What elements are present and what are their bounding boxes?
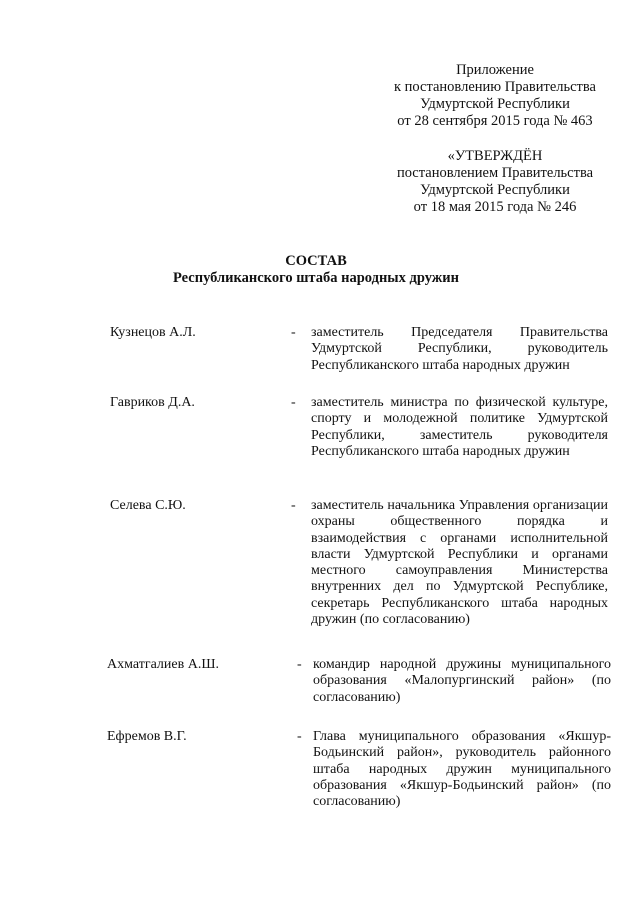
document-title-block [0, 253, 640, 287]
appendix-header [345, 62, 640, 130]
member-dash: - [297, 657, 302, 672]
member-name: Ахматгалиев А.Ш. [107, 657, 219, 672]
member-name: Ефремов В.Г. [107, 729, 187, 744]
member-role: заместитель начальника Управления организации охраны общественного порядка и взаимодействия с органами исполнительной власти Удмуртской Республики и органами местного самоуправления Министерства внутренних дел по Удмуртской Республике, секретарь Республиканского штаба народных дружин (по согласованию) [311, 498, 608, 628]
member-name: Гавриков Д.А. [110, 395, 195, 410]
appendix-line-3: Удмуртской Республики [420, 96, 570, 112]
member-dash: - [291, 325, 296, 340]
appendix-line-2: к постановлению Правительства [394, 79, 596, 95]
member-name: Селева С.Ю. [110, 498, 186, 513]
member-name: Кузнецов А.Л. [110, 325, 196, 340]
member-role: Глава муниципального образования «Якшур-Бодьинский район», руководитель районного штаба народных дружин муниципального образования «Якшур-Бодьинский район» (по согласованию) [313, 729, 611, 810]
approved-line-3: Удмуртской Республики [420, 182, 570, 198]
approved-header [345, 148, 640, 216]
document-title: СОСТАВ [285, 253, 347, 269]
appendix-line-1: Приложение [456, 62, 534, 78]
member-dash: - [291, 498, 296, 513]
appendix-line-4: от 28 сентября 2015 года № 463 [397, 113, 593, 129]
approved-line-4: от 18 мая 2015 года № 246 [413, 199, 577, 215]
member-role: заместитель министра по физической культуре, спорту и молодежной политике Удмуртской Республики, заместитель руководителя Республиканского штаба народных дружин [311, 395, 608, 459]
approved-line-2: постановлением Правительства [396, 165, 594, 181]
member-dash: - [291, 395, 296, 410]
document-subtitle: Республиканского штаба народных дружин [173, 270, 459, 286]
member-role: заместитель Председателя Правительства Удмуртской Республики, руководитель Республиканского штаба народных дружин [311, 325, 608, 373]
member-role: командир народной дружины муниципального образования «Малопургинский район» (по согласованию) [313, 657, 611, 705]
approved-line-1: «УТВЕРЖДЁН [447, 148, 543, 164]
member-dash: - [297, 729, 302, 744]
